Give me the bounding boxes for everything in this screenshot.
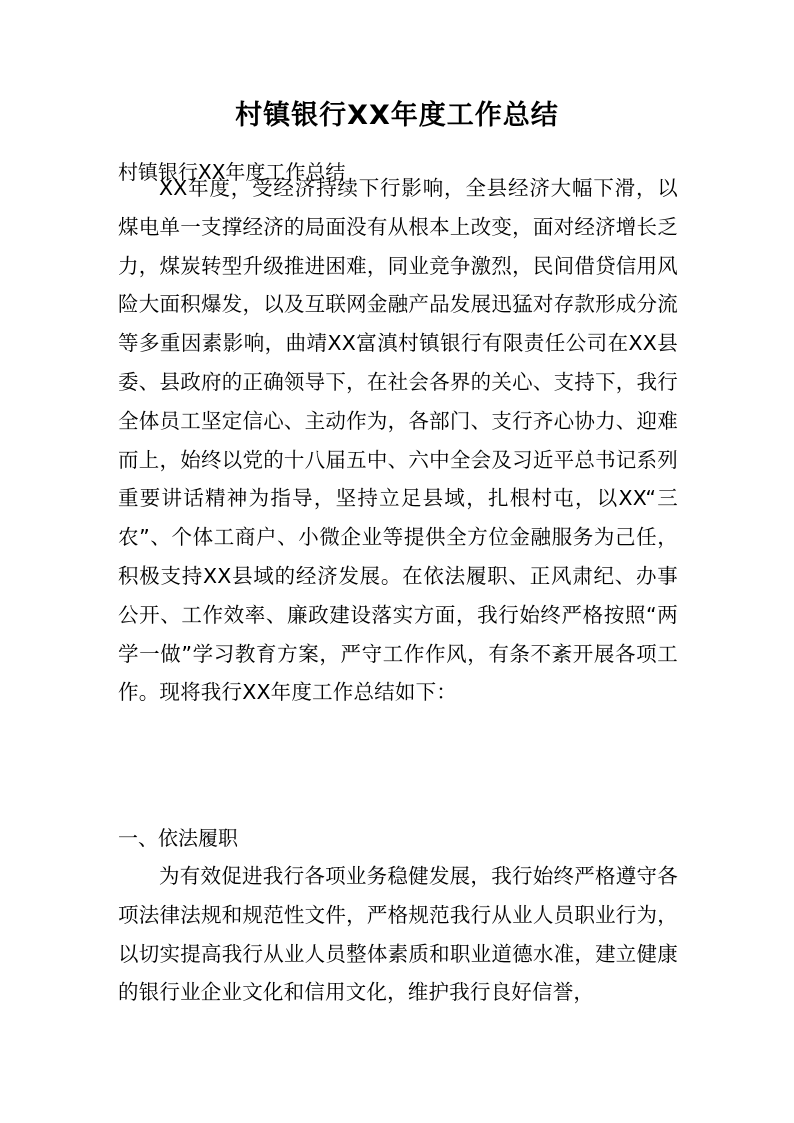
section-heading-lawful-duty: 一、依法履职 [118,826,238,850]
document-subtitle: 村镇银行XX年度工作总结 [118,160,346,184]
document-title: 村镇银行XX年度工作总结 [235,100,559,131]
body-paragraph-lawful-duty: 为有效促进我行各项业务稳健发展，我行始终严格遵守各项法律法规和规范性文件，严格规范我行从业人员职业行为，以切实提高我行从业人员整体素质和职业道德水准，建立健康的银行业企业文化和信用文化，维护我行良好信誉， [118,864,678,1005]
body-paragraph-intro: XX年度，受经济持续下行影响，全县经济大幅下滑，以煤电单一支撑经济的局面没有从根本上改变，面对经济增长乏力，煤炭转型升级推进困难，同业竞争激烈，民间借贷信用风险大面积爆发，以及互联网金融产品发展迅猛对存款形成分流等多重因素影响，曲靖XX富滇村镇银行有限责任公司在XX县委、县政府的正确领导下，在社会各界的关心、支持下，我行全体员工坚定信心、主动作为，各部门、支行齐心协力、迎难而上，始终以党的十八届五中、六中全会及习近平总书记系列重要讲话精神为指导，坚持立足县域，扎根村屯，以XX“三农”、个体工商户、小微企业等提供全方位金融服务为己任，积极支持XX县域的经济发展。在依法履职、正风肃纪、办事公开、工作效率、廉政建设落实方面，我行始终严格按照“两学一做”学习教育方案，严守工作作风，有条不紊开展各项工作。现将我行XX年度工作总结如下： [118,176,678,705]
